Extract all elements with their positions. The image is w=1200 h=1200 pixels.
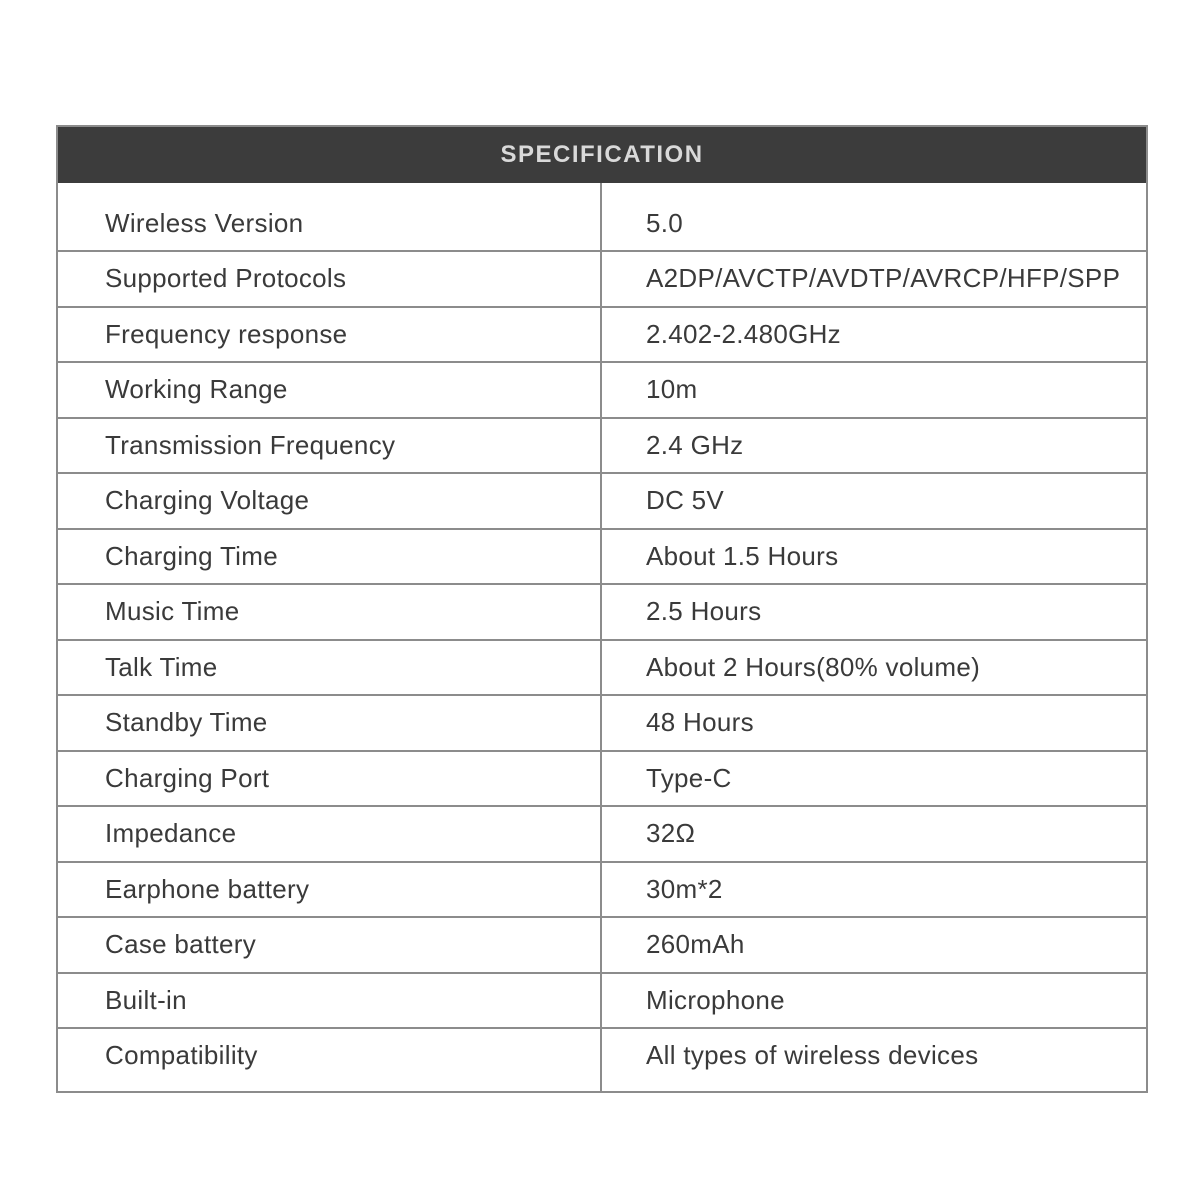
table-row — [58, 752, 1146, 808]
spec-value: 5.0 — [646, 208, 684, 238]
spec-label: Supported Protocols — [58, 252, 602, 306]
spec-label: Talk Time — [58, 641, 602, 695]
spec-label: Charging Time — [58, 530, 602, 584]
spec-label: Impedance — [58, 807, 602, 861]
spec-value: DC 5V — [646, 485, 725, 516]
table-row — [58, 641, 1146, 697]
spec-label: Compatibility — [58, 1029, 602, 1091]
spec-value: 260mAh — [646, 929, 745, 960]
table-header — [58, 127, 1146, 183]
spec-label: Charging Voltage — [58, 474, 602, 528]
table-row — [58, 530, 1146, 586]
spec-label: Built-in — [58, 974, 602, 1028]
table-row — [58, 252, 1146, 308]
spec-label: Earphone battery — [58, 863, 602, 917]
spec-label: Standby Time — [58, 696, 602, 750]
spec-value: 2.5 Hours — [646, 596, 762, 627]
spec-label: Music Time — [58, 585, 602, 639]
spec-value: 2.402-2.480GHz — [646, 318, 841, 349]
table-row — [58, 918, 1146, 974]
table-row — [58, 863, 1146, 919]
spec-value: Microphone — [646, 984, 785, 1015]
table-title: SPECIFICATION — [500, 141, 704, 168]
table-row — [58, 1029, 1146, 1091]
specification-table — [56, 125, 1148, 1093]
spec-value: 32Ω — [646, 818, 696, 849]
spec-label: Working Range — [58, 363, 602, 417]
spec-label: Charging Port — [58, 752, 602, 806]
table-row — [58, 585, 1146, 641]
spec-value: A2DP/AVCTP/AVDTP/AVRCP/HFP/SPP — [646, 263, 1121, 294]
spec-value: All types of wireless devices — [646, 1039, 979, 1070]
spec-value: 2.4 GHz — [646, 429, 744, 460]
spec-value: About 1.5 Hours — [646, 540, 839, 571]
spec-value: 48 Hours — [646, 707, 754, 738]
spec-value: About 2 Hours(80% volume) — [646, 651, 981, 682]
spec-label: Transmission Frequency — [58, 419, 602, 473]
table-row — [58, 419, 1146, 475]
spec-value: 30m*2 — [646, 873, 723, 904]
table-row — [58, 807, 1146, 863]
table-row — [58, 363, 1146, 419]
spec-value: 10m — [646, 374, 698, 405]
table-row — [58, 308, 1146, 364]
spec-label: Case battery — [58, 918, 602, 972]
table-row — [58, 474, 1146, 530]
spec-value: Type-C — [646, 762, 732, 793]
spec-label: Wireless Version — [58, 183, 602, 250]
table-row — [58, 696, 1146, 752]
table-row — [58, 183, 1146, 252]
spec-label: Frequency response — [58, 308, 602, 362]
table-row — [58, 974, 1146, 1030]
